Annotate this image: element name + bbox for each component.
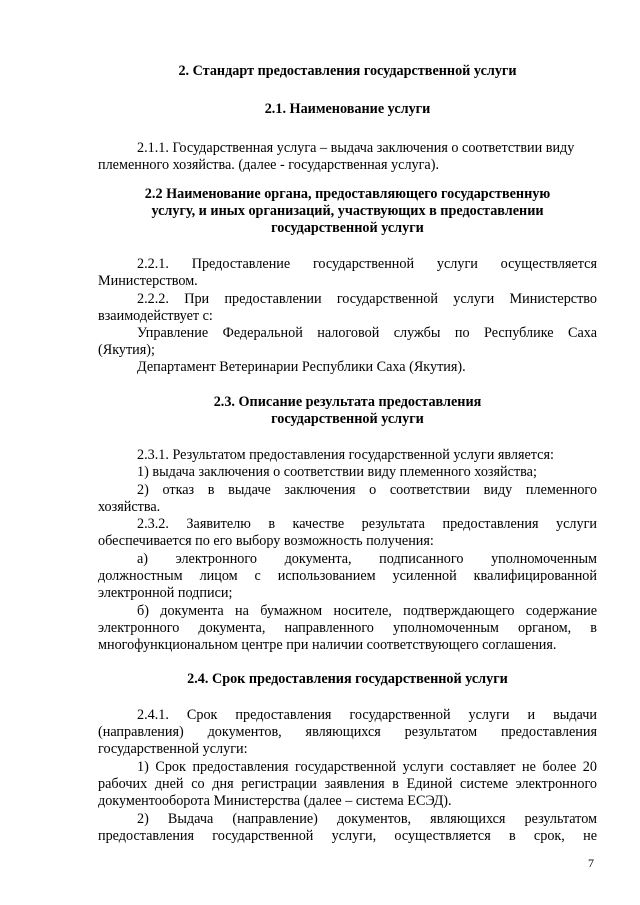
- subsection-heading: 2.2 Наименование органа, предоставляющего государственную: [144, 186, 551, 202]
- text-line: Департамент Ветеринарии Республики Саха (Якутия).: [137, 359, 466, 375]
- text-line: 2.2.2. При предоставлении государственной услуги Министерство: [137, 291, 597, 307]
- text-line: племенного хозяйства. (далее - государственная услуга).: [98, 157, 440, 173]
- text-line: 2) отказ в выдаче заключения о соответствии виду племенного: [137, 482, 597, 498]
- text-line: рабочих дней со дня регистрации заявления в Единой системе электронного: [98, 776, 597, 792]
- subsection-heading: 2.1. Наименование услуги: [264, 101, 431, 117]
- text-line: (Якутия);: [98, 342, 155, 358]
- text-line: 2.2.1. Предоставление государственной услуги осуществляется: [137, 256, 597, 272]
- text-line: обеспечивается по его выбору возможность получения:: [98, 533, 434, 549]
- subsection-heading: 2.4. Срок предоставления государственной услуги: [187, 671, 508, 687]
- text-line: Управление Федеральной налоговой службы по Республике Саха: [137, 325, 597, 341]
- text-line: электронного документа, направленного уполномоченным органом, в: [98, 620, 597, 636]
- text-line: 2.3.1. Результатом предоставления государственной услуги является:: [137, 447, 554, 463]
- page-number: 7: [588, 856, 594, 870]
- subsection-heading: государственной услуги: [271, 220, 424, 236]
- text-line: б) документа на бумажном носителе, подтверждающего содержание: [137, 603, 597, 619]
- text-line: 2.3.2. Заявителю в качестве результата предоставления услуги: [137, 516, 597, 532]
- section-heading: 2. Стандарт предоставления государственной услуги: [178, 63, 517, 79]
- text-line: должностным лицом с использованием усиленной квалифицированной: [98, 568, 597, 584]
- subsection-heading: услугу, и иных организаций, участвующих в предоставлении: [151, 203, 544, 219]
- text-line: Министерством.: [98, 273, 198, 289]
- text-line: электронной подписи;: [98, 585, 233, 601]
- text-line: 2) Выдача (направление) документов, являющихся результатом: [137, 811, 597, 827]
- text-line: взаимодействует с:: [98, 308, 213, 324]
- text-line: многофункциональном центре при наличии соответствующего соглашения.: [98, 637, 557, 653]
- text-line: (направления) документов, являющихся результатом предоставления: [98, 724, 597, 740]
- subsection-heading: 2.3. Описание результата предоставления: [213, 394, 482, 410]
- text-line: документооборота Министерства (далее – система ЕСЭД).: [98, 793, 452, 809]
- text-line: предоставления государственной услуги, осуществляется в срок, не: [98, 828, 597, 844]
- text-line: а) электронного документа, подписанного уполномоченным: [137, 551, 597, 567]
- text-line: хозяйства.: [98, 499, 161, 515]
- text-line: 2.4.1. Срок предоставления государственной услуги и выдачи: [137, 707, 597, 723]
- text-line: государственной услуги:: [98, 741, 248, 757]
- text-line: 1) Срок предоставления государственной услуги составляет не более 20: [137, 759, 597, 775]
- subsection-heading: государственной услуги: [271, 411, 424, 427]
- text-line: 1) выдача заключения о соответствии виду племенного хозяйства;: [137, 464, 537, 480]
- text-line: 2.1.1. Государственная услуга – выдача заключения о соответствии виду: [137, 140, 575, 156]
